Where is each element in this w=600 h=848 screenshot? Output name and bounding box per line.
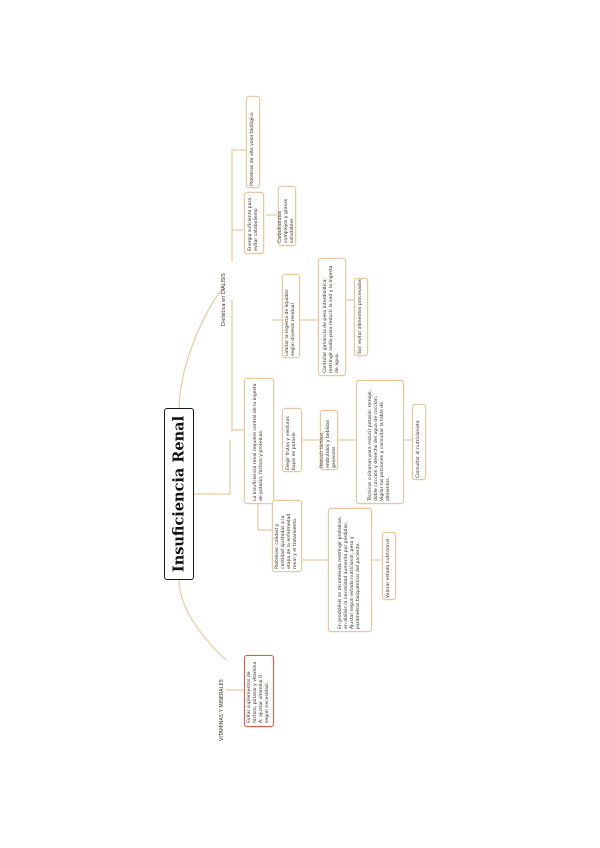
carbohidratos-node — [278, 186, 296, 246]
carbohidratos-text: Carbohidratos complejos y grasas saludables — [278, 198, 295, 243]
prediálisis-text: En prediálisis se recomienda restringir proteínas; en diálisis la necesidad aumenta por pérdidas. Ajustar según estado nutricional, peso y parámetros bioquímicos del paciente. — [338, 516, 361, 629]
potasio-text: La insuficiencia renal requiere control de la ingesta de potasio, fósforo y proteínas. — [253, 383, 264, 501]
energia-text: Energía suficiente para evitar catabolismo — [248, 197, 259, 251]
vitaminas-detail-text: Evitar suplementos de fósforo, potasio y vitamina A; ajustar vitamina D según necesidad. — [247, 661, 270, 723]
nutricionista-node — [412, 404, 426, 480]
connector-root-mid — [194, 440, 230, 494]
nutricionista-text: Consultar al nutricionista — [416, 420, 421, 478]
potasio-sub-text: Elegir frutas y verduras bajas en potasio — [286, 416, 297, 470]
energia-node — [244, 192, 264, 254]
proteinas-etapa-text: Proteínas: calidad y cantidad ajustadas a la etapa de la enfermedad renal y el tratamiento. — [275, 513, 298, 569]
sodio-node — [354, 278, 368, 356]
dietetica-heading-node — [216, 258, 232, 328]
fosforo-node — [320, 410, 338, 470]
potasio-sub-node — [282, 408, 302, 472]
proteinas-node — [246, 96, 260, 188]
proteinas-etapa-node — [272, 500, 302, 572]
liquidos-node — [282, 274, 300, 358]
liquidos-sub-text: Controlar ganancia de peso interdialítica; restringir sodio para reducir la sed y la ingesta de agua. — [323, 265, 340, 373]
tecnicas-node — [356, 380, 404, 504]
prediálisis-node — [328, 508, 372, 632]
vitaminas-heading: VITAMINAS Y MINERALES — [219, 679, 225, 741]
fosforo-text: Reducir lácteos, embutidos y bebidas gaseosas — [320, 419, 337, 468]
dietetica-heading: Dietética en DIÁLISIS — [221, 273, 227, 326]
liquidos-sub-node — [318, 258, 346, 376]
root-title: Insuficiencia Renal — [170, 415, 188, 573]
root-title-node — [164, 408, 194, 580]
potasio-node — [244, 378, 274, 504]
liquidos-text: Limitar la ingesta de líquidos según diuresis residual — [285, 289, 296, 356]
vitaminas-heading-node — [214, 648, 230, 744]
proteinas-text: Proteínas de alto valor biológico — [250, 112, 255, 186]
valorar-text: Valorar estado nutricional — [386, 538, 391, 598]
valorar-node — [382, 532, 396, 600]
sodio-text: Sal: evitar alimentos procesados — [358, 278, 363, 354]
vitaminas-detail-node — [244, 655, 274, 727]
tecnicas-text: Técnicas culinarias para reducir potasio: remojo, doble cocción y desecho del agua de cocción. Vigilar las porciones y consultar la tabla de alimentos. — [368, 389, 391, 501]
